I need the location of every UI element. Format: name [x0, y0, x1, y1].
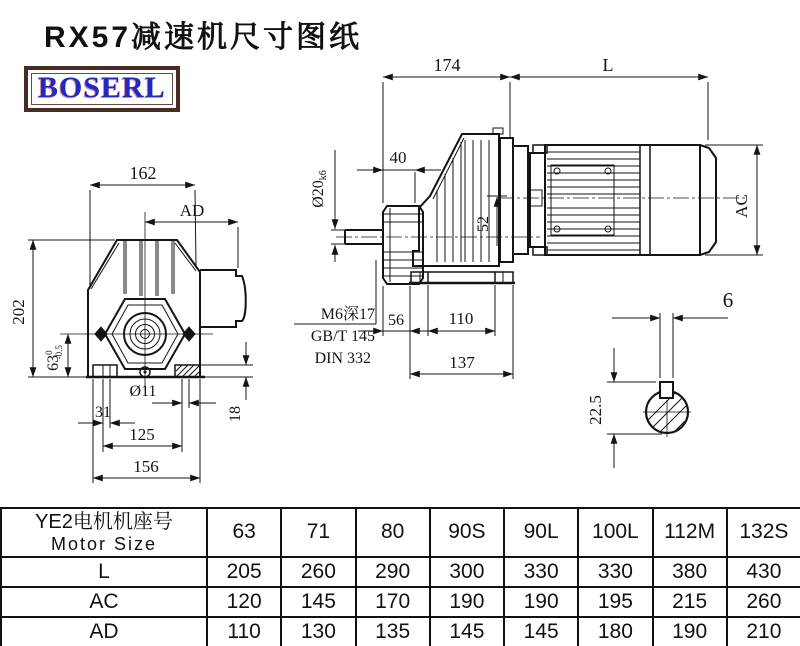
dim-front-pad-label: 18	[227, 406, 244, 422]
dim-shaft-dia-label: Ø20k6	[310, 170, 329, 208]
table-col-71: 71	[281, 508, 355, 557]
cell: 180	[578, 617, 652, 646]
table-col-100l: 100L	[578, 508, 652, 557]
table-col-80: 80	[356, 508, 430, 557]
row-label: AC	[1, 587, 207, 617]
dim-center-height-label: 52	[475, 216, 492, 232]
table-header-motor-size	[1, 508, 207, 557]
table-row-ad	[1, 617, 800, 646]
cell: 290	[356, 557, 430, 587]
dim-front-hole-span-label: 125	[129, 425, 155, 444]
dim-shaft-length-label: 40	[389, 148, 407, 167]
page-title: RX57减速机尺寸图纸	[44, 21, 363, 54]
cell: 260	[727, 587, 800, 617]
dim-key-height-label: 22.5	[586, 395, 605, 425]
dim-motor-length-label: L	[602, 55, 614, 75]
cell: 190	[430, 587, 504, 617]
dim-front-hole-label: Ø11	[129, 383, 157, 400]
side-view	[331, 128, 542, 284]
motor-size-label-en: Motor Size	[50, 533, 158, 554]
cell: 380	[653, 557, 727, 587]
dim-front-width-label: 162	[129, 163, 157, 183]
dim-side-length-label: 174	[433, 55, 461, 75]
table-col-112m: 112M	[653, 508, 727, 557]
note-gb-standard: GB/T 145	[310, 328, 375, 345]
dim-key-width-label: 6	[722, 288, 734, 312]
cell: 260	[281, 557, 355, 587]
cell: 190	[653, 617, 727, 646]
table-col-90l: 90L	[504, 508, 578, 557]
front-view	[60, 212, 246, 390]
cell: 210	[727, 617, 800, 646]
cell: 300	[430, 557, 504, 587]
dim-foot-length-label: 137	[449, 353, 475, 372]
row-label: L	[1, 557, 207, 587]
cell: 110	[207, 617, 281, 646]
cell: 130	[281, 617, 355, 646]
table-header-row	[1, 508, 800, 557]
cell: 145	[281, 587, 355, 617]
table-row-l	[1, 557, 800, 587]
note-tapped-hole: M6深17	[320, 306, 375, 323]
table-row-ac	[1, 587, 800, 617]
cell: 215	[653, 587, 727, 617]
note-din-standard: DIN 332	[314, 350, 371, 367]
motor-size-label-cn: YE2电机机座号	[35, 510, 173, 533]
brand-logo	[24, 66, 180, 112]
cell: 330	[504, 557, 578, 587]
dim-foot-span-label: 110	[448, 309, 474, 328]
cell: 170	[356, 587, 430, 617]
shaft-section-view	[620, 382, 716, 464]
row-label: AD	[1, 617, 207, 646]
dim-front-base-label: 156	[133, 457, 159, 476]
motor-view	[498, 145, 745, 255]
table-col-90s: 90S	[430, 508, 504, 557]
dim-front-shaft-height-label: $63^0-0.5$	[44, 345, 64, 371]
dim-foot-front-label: 56	[388, 312, 404, 329]
dim-front-offset-label: 31	[95, 404, 111, 421]
cell: 135	[356, 617, 430, 646]
cell: 430	[727, 557, 800, 587]
cell: 120	[207, 587, 281, 617]
table-col-63: 63	[207, 508, 281, 557]
dim-motor-dia-label: AC	[732, 194, 751, 218]
cell: 145	[504, 617, 578, 646]
dim-front-height-label: 202	[9, 299, 28, 325]
cell: 190	[504, 587, 578, 617]
cell: 205	[207, 557, 281, 587]
cell: 145	[430, 617, 504, 646]
table-col-132s: 132S	[727, 508, 800, 557]
cell: 330	[578, 557, 652, 587]
cell: 195	[578, 587, 652, 617]
dim-front-ad-label: AD	[179, 201, 205, 220]
motor-size-table	[0, 507, 800, 646]
brand-logo-text: BOSERL	[38, 71, 166, 104]
